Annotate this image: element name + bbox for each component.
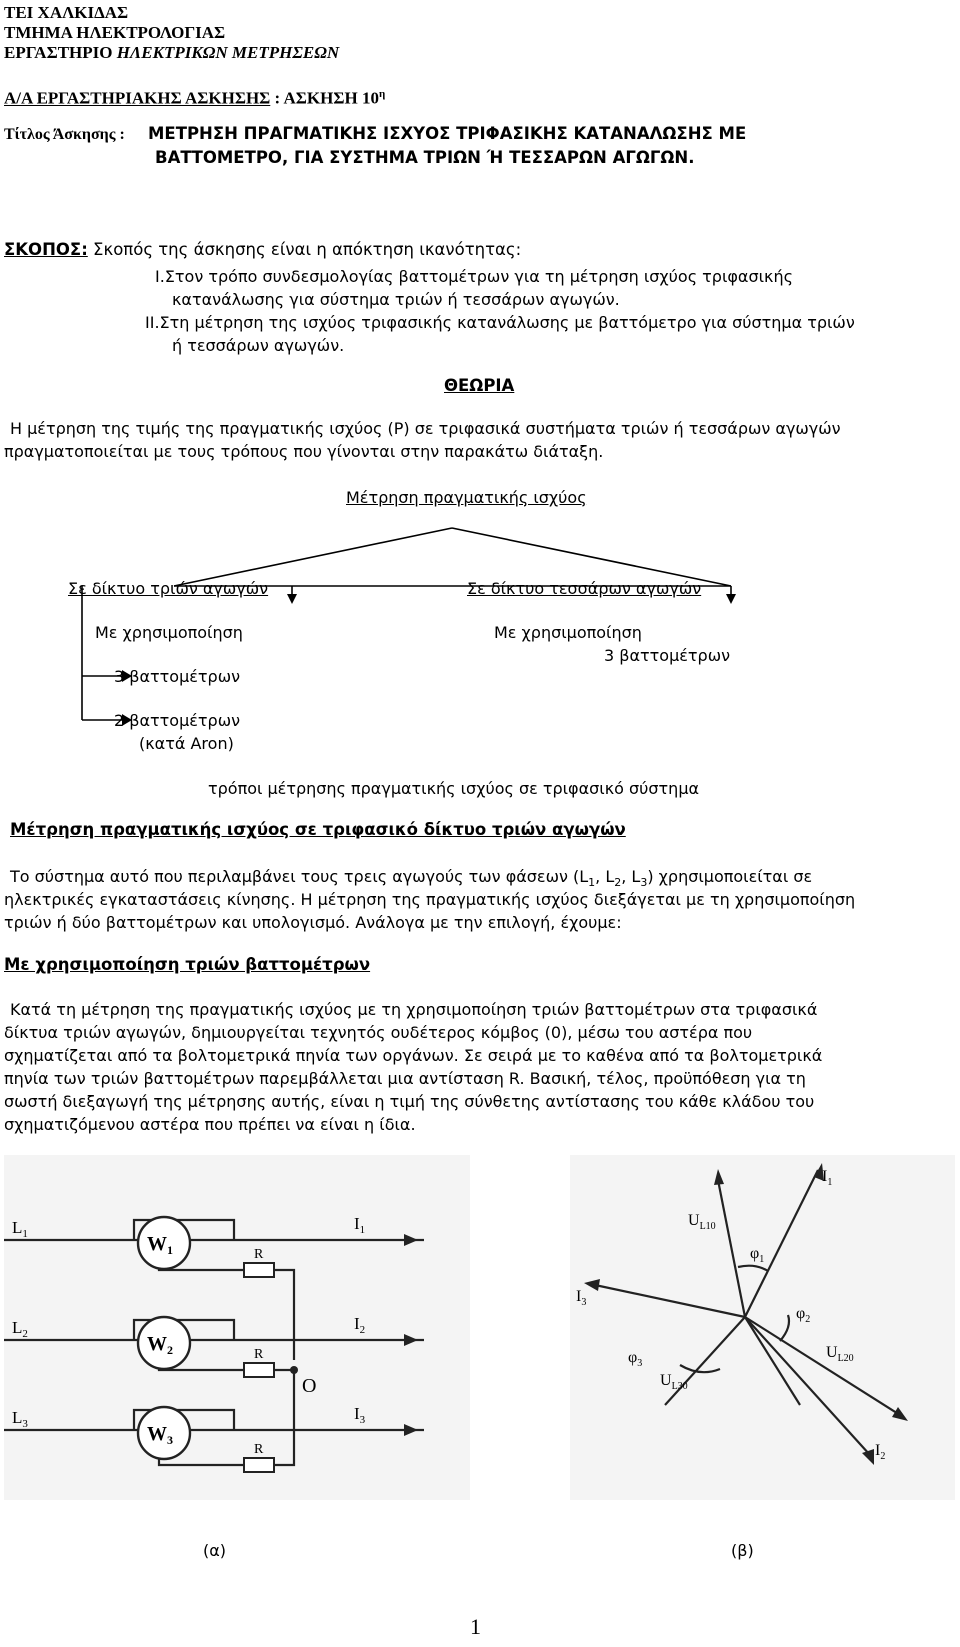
wattmeter-label-3: $W_3$ [147, 1423, 173, 1447]
wattmeter-label-2: $W_2$ [147, 1333, 173, 1357]
phasor-diagram [570, 1155, 955, 1500]
section-three-wire-line-1: Το σύστημα αυτό που περιλαμβάνει τους τρεις αγωγούς των φάσεων ($L_1$, $L_2$, $L_3$) χρησιμοποιείται σε [10, 867, 813, 890]
star-node-label: O [302, 1375, 317, 1397]
section-three-wattmeters-heading: Με χρησιμοποίηση τριών βαττομέτρων [4, 955, 371, 974]
section-three-wire-heading: Μέτρηση πραγματικής ισχύος σε τριφασικό δίκτυο τριών αγωγών [10, 820, 626, 839]
angle-label-phi3: $\varphi_3$ [628, 1349, 643, 1369]
page-number: 1 [470, 1614, 481, 1639]
current-label-I3: $I_3$ [354, 1404, 366, 1426]
line-label-L2: $L_2$ [12, 1318, 28, 1340]
section-three-wattmeters-line-5: σωστή διεξαγωγή της μέτρησης αυτής, είναι η τιμή της σύνθετης αντίστασης του κάθε κλάδου του [4, 1092, 815, 1111]
angle-label-phi2: $\varphi_2$ [796, 1305, 811, 1325]
phasor-figure [570, 1155, 955, 1500]
angle-label-phi1: $\varphi_1$ [750, 1245, 765, 1265]
tree-caption: τρόποι μέτρησης πραγματικής ισχύος σε τριφασικό σύστημα [208, 779, 700, 798]
section-three-wattmeters-line-4: πηνία των τριών βαττομέτρων παρεμβάλλεται μια αντίσταση R. Βασική, τέλος, προϋπόθεση για τη [4, 1069, 806, 1088]
resistor-1 [244, 1263, 274, 1277]
purpose-item-2-line-1: ΙΙ.Στη μέτρηση της ισχύος τριφασικής κατανάλωσης με βαττόμετρο για σύστημα τριών [145, 313, 855, 332]
section-three-wattmeters-line-6: σχηματιζόμενου αστέρα που πρέπει να είναι η ίδια. [4, 1115, 416, 1134]
current-label-I1: $I_1$ [354, 1214, 366, 1236]
tree-root: Μέτρηση πραγματικής ισχύος [346, 488, 587, 507]
tree-right-branch: Σε δίκτυο τεσσάρων αγωγών [467, 579, 702, 598]
tree-right-using: Με χρησιμοποίηση [494, 623, 642, 642]
purpose-item-1-line-1: Ι.Στον τρόπο συνδεσμολογίας βαττομέτρων για τη μέτρηση ισχύος τριφασικής [155, 267, 793, 286]
phasor-label-U1: $U_{L10}$ [688, 1212, 716, 1232]
title-line-2: ΒΑΤΤΟΜΕΤΡΟ, ΓΙΑ ΣΥΣΤΗΜΑ ΤΡΙΩΝ Ή ΤΕΣΣΑΡΩΝ ΑΓΩΓΩΝ. [155, 148, 695, 167]
theory-paragraph-line-2: πραγματοποιείται με τους τρόπους που γίνονται στην παρακάτω διάταξη. [4, 442, 604, 461]
purpose-item-1-line-2: κατανάλωσης για σύστημα τριών ή τεσσάρων αγωγών. [172, 290, 620, 309]
section-three-wattmeters-line-1: Κατά τη μέτρηση της πραγματικής ισχύος με τη χρησιμοποίηση τριών βαττομέτρων στα τριφασικά [10, 1000, 818, 1019]
phasor-label-U2: $U_{L20}$ [826, 1344, 854, 1364]
exercise-number: Α/Α ΕΡΓΑΣΤΗΡΙΑΚΗΣ ΑΣΚΗΣΗΣ : ΑΣΚΗΣΗ $10^\eta$ [4, 88, 386, 108]
purpose-item-2-line-2: ή τεσσάρων αγωγών. [172, 336, 345, 355]
current-label-I2: $I_2$ [354, 1314, 366, 1336]
phasor-label-I1: $I_1$ [822, 1168, 833, 1188]
resistor-label-2: R [254, 1347, 264, 1362]
institution-name: ΤΕΙ ΧΑΛΚΙΔΑΣ [4, 3, 129, 22]
resistor-label-3: R [254, 1442, 264, 1457]
section-three-wattmeters-line-2: δίκτυα τριών αγωγών, δημιουργείται τεχνητός ουδέτερος κόμβος (0), μέσω του αστέρα που [4, 1023, 753, 1042]
resistor-label-1: R [254, 1247, 264, 1262]
tree-left-option-2: 2 βαττομέτρων [114, 711, 241, 730]
figure-a-caption: (α) [203, 1541, 227, 1560]
purpose-intro: ΣΚΟΠΟΣ: Σκοπός της άσκησης είναι η απόκτηση ικανότητας: [4, 240, 522, 259]
line-label-L1: $L_1$ [12, 1218, 28, 1240]
section-three-wire-line-2: ηλεκτρικές εγκαταστάσεις κίνησης. Η μέτρηση της πραγματικής ισχύος διεξάγεται με τη χρησιμοποίηση [4, 890, 856, 909]
wattmeter-label-1: $W_1$ [147, 1233, 173, 1257]
phasor-label-I2: $I_2$ [875, 1442, 886, 1462]
star-node-icon [290, 1366, 298, 1374]
figure-b-caption: (β) [731, 1541, 754, 1560]
laboratory-name: ΕΡΓΑΣΤΗΡΙΟ ΗΛΕΚΤΡΙΚΩΝ ΜΕΤΡΗΣΕΩΝ [4, 43, 340, 62]
phasor-label-I3: $I_3$ [576, 1288, 587, 1308]
theory-heading: ΘΕΩΡΙΑ [444, 376, 515, 395]
phasor-label-U3: $U_{L30}$ [660, 1372, 688, 1392]
line-label-L3: $L_3$ [12, 1408, 28, 1430]
circuit-figure [4, 1155, 470, 1500]
resistor-3 [244, 1458, 274, 1472]
department-name: ΤΜΗΜΑ ΗΛΕΚΤΡΟΛΟΓΙΑΣ [4, 23, 226, 42]
tree-connectors [0, 480, 960, 740]
circuit-diagram [4, 1155, 470, 1500]
title-line-1: ΜΕΤΡΗΣΗ ΠΡΑΓΜΑΤΙΚΗΣ ΙΣΧΥΟΣ ΤΡΙΦΑΣΙΚΗΣ ΚΑΤΑΝΑΛΩΣΗΣ ΜΕ [148, 124, 747, 143]
section-three-wattmeters-line-3: σχηματίζεται από τα βολτομετρικά πηνία των οργάνων. Σε σειρά με το καθένα από τα βολτομετρικά [4, 1046, 823, 1065]
tree-left-option-2-note: (κατά Aron) [139, 734, 234, 753]
title-label: Τίτλος Άσκησης : [4, 126, 125, 143]
section-three-wire-line-3: τριών ή δύο βαττομέτρων και υπολογισμό. Ανάλογα με την επιλογή, έχουμε: [4, 913, 622, 932]
tree-left-using: Με χρησιμοποίηση [95, 623, 243, 642]
tree-left-option-1: 3 βαττομέτρων [114, 667, 241, 686]
tree-right-option: 3 βαττομέτρων [604, 646, 731, 665]
theory-paragraph-line-1: Η μέτρηση της τιμής της πραγματικής ισχύος (Ρ) σε τριφασικά συστήματα τριών ή τεσσάρων αγωγών [10, 419, 841, 438]
resistor-2 [244, 1363, 274, 1377]
tree-left-branch: Σε δίκτυο τριών αγωγών [68, 579, 269, 598]
